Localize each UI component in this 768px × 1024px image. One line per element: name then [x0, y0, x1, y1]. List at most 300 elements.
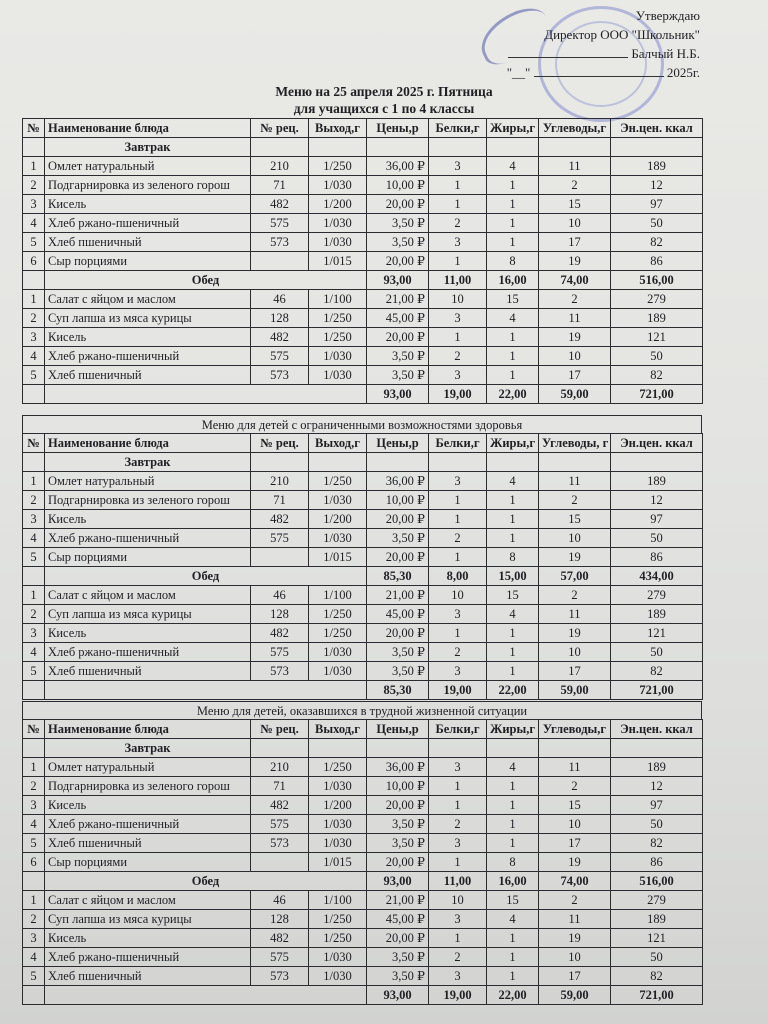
table-cell: 15 [539, 510, 611, 529]
table-cell: 575 [251, 214, 309, 233]
table-cell: 1/030 [309, 176, 367, 195]
table-cell: 45,00 ₽ [367, 910, 429, 929]
table-row [23, 929, 703, 948]
table-cell: 1 [23, 472, 45, 491]
table-cell: 2 [539, 777, 611, 796]
table-cell: 3,50 ₽ [367, 347, 429, 366]
table-cell: 4 [23, 214, 45, 233]
table-cell: 19 [539, 548, 611, 567]
table-cell: 1 [487, 948, 539, 967]
table-cell: 12 [611, 777, 703, 796]
table-cell: 573 [251, 967, 309, 986]
table-cell: 3,50 ₽ [367, 643, 429, 662]
table-cell: 1/200 [309, 195, 367, 214]
column-header: Эн.цен. ккал [611, 119, 703, 138]
table-cell: 3,50 ₽ [367, 662, 429, 681]
table-cell: 50 [611, 643, 703, 662]
table-cell: Кисель [45, 929, 251, 948]
total-value: 93,00 [367, 986, 429, 1005]
table-cell: 128 [251, 309, 309, 328]
empty-cell [23, 567, 45, 586]
table-row [23, 643, 703, 662]
table-cell: Хлеб ржано-пшеничный [45, 347, 251, 366]
table-cell: Сыр порциями [45, 548, 251, 567]
table-cell: Салат с яйцом и маслом [45, 290, 251, 309]
table-cell: 1 [23, 157, 45, 176]
table-cell: 11 [539, 157, 611, 176]
table-cell: 10 [429, 290, 487, 309]
meal-label-row [23, 138, 703, 157]
table-row [23, 366, 703, 385]
table-cell: Хлеб пшеничный [45, 233, 251, 252]
table-cell: 46 [251, 586, 309, 605]
meal-label: Завтрак [45, 739, 251, 758]
meal-label: Обед [45, 567, 367, 586]
table-cell: 189 [611, 758, 703, 777]
table-cell: 1/030 [309, 529, 367, 548]
table-row [23, 529, 703, 548]
table-cell: 121 [611, 624, 703, 643]
table-cell: 189 [611, 605, 703, 624]
table-cell: 3 [429, 834, 487, 853]
table-cell: Подгарнировка из зеленого горош [45, 176, 251, 195]
table-cell: 279 [611, 586, 703, 605]
table-cell: 1/030 [309, 643, 367, 662]
table-cell [251, 853, 309, 872]
table-cell: 5 [23, 233, 45, 252]
table-cell: 20,00 ₽ [367, 853, 429, 872]
table-cell: 50 [611, 815, 703, 834]
table-row [23, 214, 703, 233]
table-cell: 1/250 [309, 472, 367, 491]
table-row [23, 510, 703, 529]
table-cell: Хлеб ржано-пшеничный [45, 643, 251, 662]
menu-table-difficult-situation [22, 719, 703, 1005]
table-cell: 11 [539, 309, 611, 328]
table-cell: 19 [539, 252, 611, 271]
table-cell: 20,00 ₽ [367, 548, 429, 567]
table-cell: 20,00 ₽ [367, 624, 429, 643]
table-cell: 3,50 ₽ [367, 366, 429, 385]
empty-cell [429, 453, 487, 472]
table-cell: 1 [429, 929, 487, 948]
table-cell: 1 [487, 662, 539, 681]
table-cell: 482 [251, 328, 309, 347]
table-cell: Кисель [45, 796, 251, 815]
table-cell: 15 [487, 586, 539, 605]
table-cell: 4 [23, 948, 45, 967]
table-cell: 10 [539, 643, 611, 662]
total-value: 22,00 [487, 385, 539, 404]
table-cell: 5 [23, 548, 45, 567]
table-cell: 1 [23, 290, 45, 309]
table-cell: 46 [251, 891, 309, 910]
table-cell: 10 [539, 948, 611, 967]
empty-cell [539, 138, 611, 157]
table-cell: 189 [611, 472, 703, 491]
table-cell: 3,50 ₽ [367, 815, 429, 834]
table-cell: 1 [487, 529, 539, 548]
table-cell: 1/030 [309, 967, 367, 986]
table-cell: 1 [429, 252, 487, 271]
empty-cell [539, 739, 611, 758]
total-value: 93,00 [367, 271, 429, 290]
table-cell: 2 [539, 176, 611, 195]
table-cell: 4 [23, 815, 45, 834]
total-value: 74,00 [539, 271, 611, 290]
empty-cell [251, 739, 309, 758]
table-cell: 3,50 ₽ [367, 834, 429, 853]
table-cell: Сыр порциями [45, 252, 251, 271]
table-cell: 1/015 [309, 252, 367, 271]
column-header: № [23, 720, 45, 739]
table-cell: 21,00 ₽ [367, 891, 429, 910]
total-value: 57,00 [539, 567, 611, 586]
table-cell: 2 [23, 777, 45, 796]
table-cell: Суп лапша из мяса курицы [45, 605, 251, 624]
table-cell: 20,00 ₽ [367, 328, 429, 347]
table-cell: 20,00 ₽ [367, 510, 429, 529]
table-cell: 3 [429, 366, 487, 385]
empty-cell [23, 271, 45, 290]
table-cell: 4 [23, 529, 45, 548]
table-cell: 3 [23, 796, 45, 815]
table-cell: Омлет натуральный [45, 472, 251, 491]
table-cell: 210 [251, 758, 309, 777]
table-row [23, 195, 703, 214]
table-cell: 1/200 [309, 796, 367, 815]
table-cell: 17 [539, 834, 611, 853]
table-cell: 2 [539, 891, 611, 910]
empty-cell [251, 138, 309, 157]
table-cell: 1 [429, 777, 487, 796]
table-row [23, 948, 703, 967]
meal-label-row [23, 739, 703, 758]
table-cell: 1/100 [309, 586, 367, 605]
menu-subtitle: для учащихся с 1 по 4 классы [293, 101, 475, 116]
table-cell: Хлеб пшеничный [45, 366, 251, 385]
table-cell: 3 [429, 157, 487, 176]
table-cell: 11 [539, 472, 611, 491]
table-cell: 1/030 [309, 948, 367, 967]
column-header: Белки,г [429, 720, 487, 739]
table-cell: 3,50 ₽ [367, 948, 429, 967]
meal-label: Завтрак [45, 138, 251, 157]
table-cell: 3,50 ₽ [367, 233, 429, 252]
table-cell: 82 [611, 967, 703, 986]
table-cell: 1 [487, 195, 539, 214]
table-cell: 575 [251, 347, 309, 366]
table-row [23, 777, 703, 796]
table-row [23, 233, 703, 252]
total-value: 59,00 [539, 385, 611, 404]
table-cell: Кисель [45, 510, 251, 529]
table-cell: 1/015 [309, 853, 367, 872]
table-cell: 482 [251, 929, 309, 948]
table-cell: 2 [429, 347, 487, 366]
table-cell: 279 [611, 290, 703, 309]
table-cell: 3 [23, 929, 45, 948]
table-cell: Подгарнировка из зеленого горош [45, 777, 251, 796]
total-value: 516,00 [611, 271, 703, 290]
table-cell: 4 [487, 605, 539, 624]
table-cell: 3 [429, 233, 487, 252]
total-value: 19,00 [429, 385, 487, 404]
total-value: 15,00 [487, 567, 539, 586]
table-row [23, 491, 703, 510]
table-cell: 19 [539, 328, 611, 347]
table-row [23, 967, 703, 986]
total-value: 74,00 [539, 872, 611, 891]
total-value: 721,00 [611, 681, 703, 700]
table-cell: Хлеб ржано-пшеничный [45, 529, 251, 548]
table-cell: 1/030 [309, 815, 367, 834]
table-cell: Омлет натуральный [45, 758, 251, 777]
column-header: Эн.цен. ккал [611, 434, 703, 453]
column-header: Жиры,г [487, 720, 539, 739]
table-cell: 2 [23, 910, 45, 929]
empty-cell [611, 739, 703, 758]
table-cell: 17 [539, 967, 611, 986]
approval-heading: Утверждаю [635, 8, 700, 23]
empty-cell [367, 739, 429, 758]
table-cell: 3,50 ₽ [367, 529, 429, 548]
table-cell: 10 [429, 586, 487, 605]
table-cell: 50 [611, 214, 703, 233]
table-cell: 5 [23, 366, 45, 385]
empty-cell [487, 739, 539, 758]
total-row [23, 986, 703, 1005]
total-value: 8,00 [429, 567, 487, 586]
approval-director: Директор ООО "Школьник" [544, 27, 700, 42]
table-cell: 3 [429, 662, 487, 681]
table-cell: 1/250 [309, 929, 367, 948]
table-cell: 3 [429, 309, 487, 328]
column-header: Белки,г [429, 434, 487, 453]
table-cell: 1/250 [309, 605, 367, 624]
table-cell: 2 [429, 214, 487, 233]
total-value: 93,00 [367, 385, 429, 404]
empty-cell [487, 138, 539, 157]
table-cell: 5 [23, 662, 45, 681]
total-row [23, 567, 703, 586]
table-cell: 1 [487, 491, 539, 510]
table-cell: 482 [251, 796, 309, 815]
table-cell: 1 [487, 929, 539, 948]
empty-cell [23, 385, 45, 404]
table-cell: 573 [251, 834, 309, 853]
table-cell: 36,00 ₽ [367, 472, 429, 491]
table-cell: 3 [429, 910, 487, 929]
table-cell: Хлеб ржано-пшеничный [45, 815, 251, 834]
empty-cell [367, 453, 429, 472]
table-row [23, 328, 703, 347]
table-cell: 2 [23, 605, 45, 624]
table-cell: 3,50 ₽ [367, 214, 429, 233]
column-header: Выход,г [309, 720, 367, 739]
table-cell: 1 [429, 195, 487, 214]
table-cell: 4 [487, 157, 539, 176]
table-row [23, 290, 703, 309]
table-cell: 8 [487, 252, 539, 271]
table-header-row [23, 434, 703, 453]
table-cell: 210 [251, 157, 309, 176]
total-row [23, 872, 703, 891]
table-cell: 1/200 [309, 510, 367, 529]
table-cell: 1 [429, 548, 487, 567]
table-row [23, 548, 703, 567]
total-value: 85,30 [367, 567, 429, 586]
table-cell: 1/250 [309, 910, 367, 929]
table-cell: 1 [429, 328, 487, 347]
column-header: № [23, 119, 45, 138]
table-cell: 573 [251, 233, 309, 252]
table-row [23, 758, 703, 777]
table-cell: 1 [487, 233, 539, 252]
table-row [23, 472, 703, 491]
table-cell [251, 252, 309, 271]
column-header: Выход,г [309, 434, 367, 453]
table-cell: 1 [487, 510, 539, 529]
table-cell: 189 [611, 910, 703, 929]
total-value: 16,00 [487, 271, 539, 290]
table-cell: 1 [487, 366, 539, 385]
table-row [23, 586, 703, 605]
table-cell: 10,00 ₽ [367, 176, 429, 195]
table-cell: 45,00 ₽ [367, 605, 429, 624]
total-row [23, 385, 703, 404]
total-value: 434,00 [611, 567, 703, 586]
empty-cell [23, 872, 45, 891]
table-cell: 1/250 [309, 758, 367, 777]
empty-cell [251, 453, 309, 472]
total-value: 516,00 [611, 872, 703, 891]
table-cell: 15 [487, 891, 539, 910]
table-cell: 1/030 [309, 214, 367, 233]
table-cell: Хлеб пшеничный [45, 967, 251, 986]
table-cell: 82 [611, 834, 703, 853]
table-header-row [23, 720, 703, 739]
menu-table-primary [22, 118, 703, 404]
empty-cell [611, 138, 703, 157]
column-header: Углеводы,г [539, 119, 611, 138]
table-cell: 15 [539, 796, 611, 815]
table-row [23, 309, 703, 328]
table-cell: 4 [487, 472, 539, 491]
empty-cell [23, 739, 45, 758]
table-cell: 4 [487, 758, 539, 777]
table-cell: 82 [611, 233, 703, 252]
table-row [23, 834, 703, 853]
table-cell: 8 [487, 548, 539, 567]
total-row [23, 271, 703, 290]
table-cell: 1/030 [309, 662, 367, 681]
table-cell: Хлеб пшеничный [45, 834, 251, 853]
table-cell: 3 [23, 624, 45, 643]
table-cell: 1 [23, 758, 45, 777]
table-cell: 1 [487, 214, 539, 233]
table-cell: 1 [487, 815, 539, 834]
menu-title: Меню на 25 апреля 2025 г. Пятница [275, 84, 493, 99]
column-header: Углеводы,г [539, 720, 611, 739]
table-cell: 1 [429, 176, 487, 195]
table-cell: 19 [539, 624, 611, 643]
table-cell: 482 [251, 195, 309, 214]
table-cell: Салат с яйцом и маслом [45, 586, 251, 605]
column-header: Углеводы, г [539, 434, 611, 453]
table-cell: 71 [251, 491, 309, 510]
empty-cell [45, 385, 367, 404]
table-cell: 1 [23, 891, 45, 910]
table-cell: 86 [611, 252, 703, 271]
table-cell: 1 [429, 624, 487, 643]
meal-label: Завтрак [45, 453, 251, 472]
table-cell: 575 [251, 529, 309, 548]
table-cell: 1/030 [309, 834, 367, 853]
table-row [23, 176, 703, 195]
empty-cell [429, 138, 487, 157]
table-cell: 19 [539, 853, 611, 872]
table-cell: 1/250 [309, 157, 367, 176]
table-cell: 189 [611, 157, 703, 176]
table-cell: 8 [487, 853, 539, 872]
table-cell: 1 [429, 491, 487, 510]
total-value: 721,00 [611, 385, 703, 404]
table-cell: 482 [251, 624, 309, 643]
table-row [23, 796, 703, 815]
table-cell: 10 [539, 347, 611, 366]
empty-cell [23, 453, 45, 472]
empty-cell [23, 681, 45, 700]
total-value: 22,00 [487, 986, 539, 1005]
table-cell: 189 [611, 309, 703, 328]
table-cell: 4 [23, 347, 45, 366]
table-cell: 3 [23, 328, 45, 347]
table-cell: 4 [23, 643, 45, 662]
table-cell: 1 [487, 328, 539, 347]
table-cell: 21,00 ₽ [367, 586, 429, 605]
table-cell: 21,00 ₽ [367, 290, 429, 309]
total-row [23, 681, 703, 700]
empty-cell [309, 453, 367, 472]
table-row [23, 815, 703, 834]
table-cell: 1/030 [309, 491, 367, 510]
table-row [23, 910, 703, 929]
table-cell: 1 [487, 834, 539, 853]
table-row [23, 252, 703, 271]
table-cell: 71 [251, 176, 309, 195]
total-value: 721,00 [611, 986, 703, 1005]
table-cell: 575 [251, 815, 309, 834]
table-cell: 50 [611, 948, 703, 967]
table-cell: 575 [251, 643, 309, 662]
empty-cell [45, 986, 367, 1005]
table-cell: 3 [429, 758, 487, 777]
empty-cell [45, 681, 367, 700]
table-cell: 15 [539, 195, 611, 214]
table-cell: 97 [611, 195, 703, 214]
table-cell: 82 [611, 366, 703, 385]
total-value: 59,00 [539, 986, 611, 1005]
table-cell: 11 [539, 605, 611, 624]
table-cell: 1/030 [309, 777, 367, 796]
total-value: 16,00 [487, 872, 539, 891]
table-cell: 36,00 ₽ [367, 758, 429, 777]
table-row [23, 605, 703, 624]
empty-cell [611, 453, 703, 472]
empty-cell [23, 138, 45, 157]
table-cell: Суп лапша из мяса курицы [45, 910, 251, 929]
